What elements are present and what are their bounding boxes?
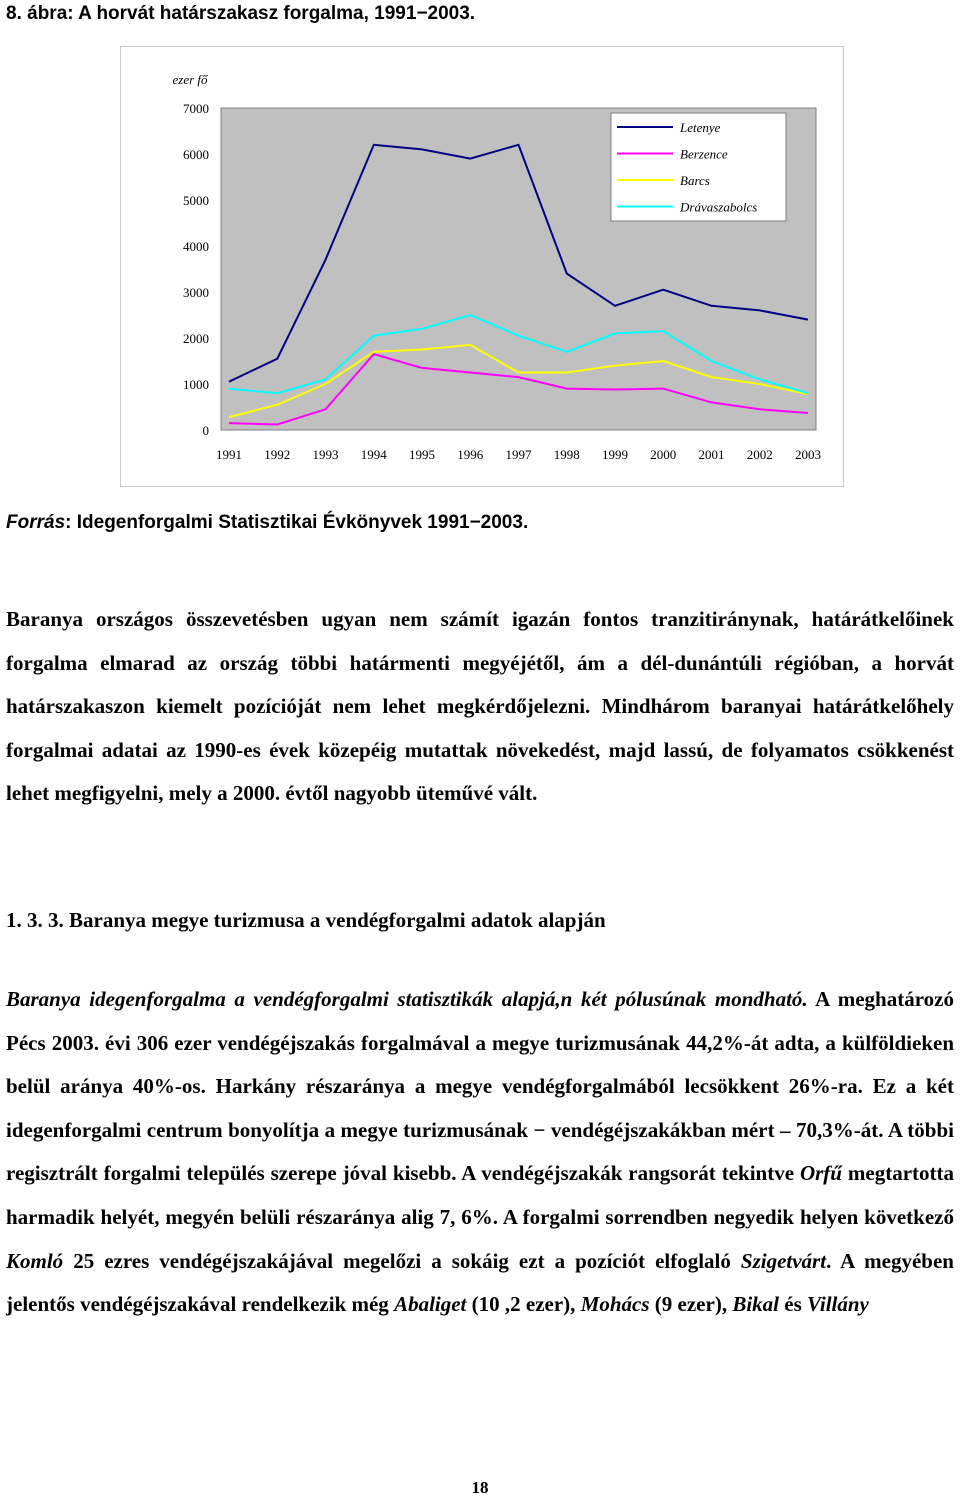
x-tick-label: 1992 [264,447,291,462]
x-tick-label: 2003 [795,447,821,462]
source-label: Forrás [6,512,66,533]
y-tick-label: 3000 [183,285,209,300]
source-line [6,510,528,536]
x-tick-label: 1995 [409,447,435,462]
x-tick-label: 1991 [216,447,242,462]
x-tick-label: 2002 [746,447,773,462]
x-tick-label: 1993 [312,447,339,462]
paragraph-text: 25 ezres vendégéjszakájával megelőzi a sokáig ezt a pozíciót elfoglaló [63,1248,741,1273]
place-name-abaliget: Abaliget [394,1292,467,1317]
x-tick-label: 1997 [505,447,532,462]
place-name-mohacs: Mohács [580,1292,650,1317]
paragraph-text: A meghatározó Pécs 2003. évi 306 ezer vendégéjszakás forgalmával a megye turizmusának 44,2%-át adta, a külföldieken belül aránya 40%-os. Harkány részaránya a megye vendégforgalmából lecsökkent 26%-ra. Ez a két idegenforgalmi centrum bonyolítja a megye turizmusának − vendégéjszakákban mért – 70,3%-át. A többi regisztrált forgalmi település szerepe jóval kisebb. A vendégéjszakák rangsorát tekintve [6,987,954,1186]
body-paragraph-1: Baranya országos összevetésben ugyan nem számít igazán fontos tranzitiránynak, határátkelőinek forgalma elmarad az ország többi határmenti megyéjétől, ám a dél-dunántúli régióban, a horvát határszakaszon kiemelt pozícióját nem lehet megkérdőjelezni. Mindhárom baranyai határátkelőhely forgalmai adatai az 1990-es évek közepéig mutattak növekedést, majd lassú, de folyamatos csökkenést lehet megfigyelni, mely a 2000. évtől nagyobb üteművé vált. [6,607,954,806]
line-chart [121,47,843,486]
x-tick-label: 1996 [457,447,484,462]
figure-title: 8. ábra: A horvát határszakasz forgalma, 1991−2003. [6,3,476,24]
y-tick-label: 2000 [183,331,209,346]
y-axis-label: ezer fő [172,72,208,87]
legend-entry: Drávaszabolcs [680,199,758,215]
y-tick-label: 0 [202,423,209,438]
paragraph-lead-sentence: Baranya idegenforgalma a vendégforgalmi statisztikák alapjá,n két pólusúnak mondható. [6,987,808,1011]
place-name-villany: Villány [807,1292,869,1317]
x-tick-label: 1999 [602,447,628,462]
legend-entry: Barcs [680,173,710,188]
section-heading: 1. 3. 3. Baranya megye turizmusa a vendégforgalmi adatok alapján [6,908,606,932]
legend-entry: Berzence [680,146,728,162]
source-text: : Idegenforgalmi Statisztikai Évkönyvek 1991−2003. [65,512,529,533]
y-tick-label: 6000 [183,147,209,162]
paragraph-text: megtartotta harmadik helyét, megyén belüli részaránya alig 7, 6%. A forgalmi sorrendben negyedik helyen következő [6,1161,955,1229]
place-name-komlo: Komló [6,1248,64,1273]
place-name-szigetvar: Szigetvárt [740,1248,827,1273]
place-name-bikal: Bikal [732,1292,780,1317]
chart-container [120,46,844,487]
paragraph-text: és [779,1292,808,1317]
body-paragraph-2 [6,978,954,1327]
legend-entry: Letenye [680,120,721,135]
y-tick-label: 4000 [183,239,209,254]
x-tick-label: 2000 [650,447,677,462]
paragraph-text: . A megyében jelentős vendégéjszakával rendelkezik még [6,1248,954,1317]
x-tick-label: 2001 [698,447,725,462]
y-tick-label: 7000 [183,101,209,116]
y-tick-label: 1000 [183,377,209,392]
page-number: 18 [471,1478,489,1497]
paragraph-text: (10 ,2 ezer), [466,1292,581,1317]
place-name-orfu: Orfű [799,1161,842,1186]
x-tick-label: 1994 [360,447,387,462]
x-tick-label: 1998 [553,447,580,462]
y-tick-label: 5000 [183,193,209,208]
paragraph-text: (9 ezer), [649,1292,733,1317]
